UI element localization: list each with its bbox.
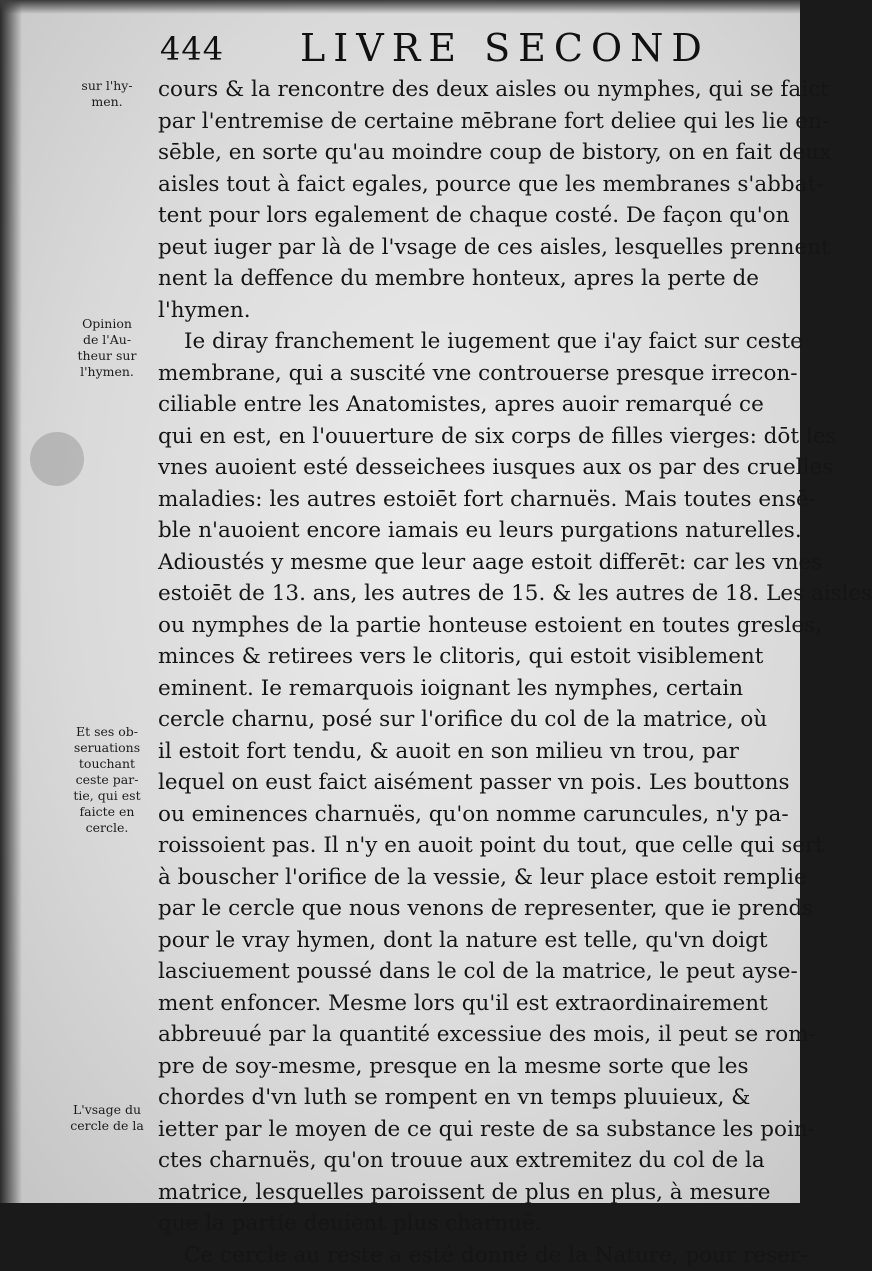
text-line: abbreuué par la quantité excessiue des mois, il peut se rom-	[158, 1019, 778, 1051]
margin-note-hymen	[62, 78, 152, 110]
page-number: 444	[160, 30, 224, 68]
margin-note-line: touchant	[62, 756, 152, 772]
margin-note-line: Opinion	[62, 316, 152, 332]
text-line: Adioustés y mesme que leur aage estoit differēt: car les vnes	[158, 547, 778, 579]
text-line: minces & retirees vers le clitoris, qui estoit visiblement	[158, 641, 778, 673]
text-line: lequel on eust faict aisément passer vn pois. Les bouttons	[158, 767, 778, 799]
ink-stain	[30, 432, 84, 486]
text-line: peut iuger par là de l'vsage de ces aisles, lesquelles prennent	[158, 232, 778, 264]
text-line: ble n'auoient encore iamais eu leurs purgations naturelles.	[158, 515, 778, 547]
margin-note-line: men.	[62, 94, 152, 110]
text-line: ietter par le moyen de ce qui reste de sa substance les poin-	[158, 1114, 778, 1146]
text-line: ctes charnuës, qu'on trouue aux extremitez du col de la	[158, 1145, 778, 1177]
margin-note-line: de l'Au-	[62, 332, 152, 348]
text-line: ment enfoncer. Mesme lors qu'il est extraordinairement	[158, 988, 778, 1020]
text-line: il estoit fort tendu, & auoit en son milieu vn trou, par	[158, 736, 778, 768]
margin-note-line: l'hymen.	[62, 364, 152, 380]
text-line: estoiēt de 13. ans, les autres de 15. & les autres de 18. Les aisles	[158, 578, 778, 610]
text-line: roissoient pas. Il n'y en auoit point du tout, que celle qui sert	[158, 830, 778, 862]
body-text	[158, 74, 778, 1271]
margin-note-line: L'vsage du	[62, 1102, 152, 1118]
margin-note-opinion	[62, 316, 152, 380]
text-line: Ce cercle au reste a esté donné de la Nature, pour reser-	[158, 1240, 778, 1271]
margin-note-usage	[62, 1102, 152, 1134]
running-title: LIVRE SECOND	[300, 26, 710, 70]
text-line: cercle charnu, posé sur l'orifice du col de la matrice, où	[158, 704, 778, 736]
text-line: sēble, en sorte qu'au moindre coup de bistory, on en fait deux	[158, 137, 778, 169]
text-line: Ie diray franchement le iugement que i'ay faict sur ceste	[158, 326, 778, 358]
text-line: nent la deffence du membre honteux, apres la perte de	[158, 263, 778, 295]
text-line: membrane, qui a suscité vne controuerse presque irrecon-	[158, 358, 778, 390]
text-line: par le cercle que nous venons de representer, que ie prends	[158, 893, 778, 925]
margin-note-line: faicte en	[62, 804, 152, 820]
text-line: chordes d'vn luth se rompent en vn temps pluuieux, &	[158, 1082, 778, 1114]
margin-note-line: sur l'hy-	[62, 78, 152, 94]
text-line: ciliable entre les Anatomistes, apres auoir remarqué ce	[158, 389, 778, 421]
margin-note-line: cercle.	[62, 820, 152, 836]
margin-note-line: cercle de la	[62, 1118, 152, 1134]
text-line: aisles tout à faict egales, pource que les membranes s'abbat-	[158, 169, 778, 201]
margin-note-line: theur sur	[62, 348, 152, 364]
top-edge-shadow	[0, 0, 800, 14]
text-line: lasciuement poussé dans le col de la matrice, le peut ayse-	[158, 956, 778, 988]
margin-note-line: ceste par-	[62, 772, 152, 788]
text-line: matrice, lesquelles paroissent de plus en plus, à mesure	[158, 1177, 778, 1209]
margin-note-line: tie, qui est	[62, 788, 152, 804]
margin-note-line: seruations	[62, 740, 152, 756]
margin-note-observations	[62, 724, 152, 836]
text-line: ou nymphes de la partie honteuse estoient en toutes gresles,	[158, 610, 778, 642]
text-line: pre de soy-mesme, presque en la mesme sorte que les	[158, 1051, 778, 1083]
text-line: l'hymen.	[158, 295, 778, 327]
text-line: par l'entremise de certaine mēbrane fort deliee qui les lie en-	[158, 106, 778, 138]
text-line: cours & la rencontre des deux aisles ou nymphes, qui se faict	[158, 74, 778, 106]
text-line: pour le vray hymen, dont la nature est telle, qu'vn doigt	[158, 925, 778, 957]
text-line: que la partie deuient plus charnuë.	[158, 1208, 778, 1240]
text-line: qui en est, en l'ouuerture de six corps de filles vierges: dōt les	[158, 421, 778, 453]
text-line: à bouscher l'orifice de la vessie, & leur place estoit remplie	[158, 862, 778, 894]
text-line: maladies: les autres estoiēt fort charnuës. Mais toutes ensē-	[158, 484, 778, 516]
margin-note-line: Et ses ob-	[62, 724, 152, 740]
text-line: ou eminences charnuës, qu'on nomme caruncules, n'y pa-	[158, 799, 778, 831]
text-line: eminent. Ie remarquois ioignant les nymphes, certain	[158, 673, 778, 705]
gutter-shadow	[0, 0, 22, 1203]
text-line: tent pour lors egalement de chaque costé. De façon qu'on	[158, 200, 778, 232]
text-line: vnes auoient esté desseichees iusques aux os par des cruelles	[158, 452, 778, 484]
